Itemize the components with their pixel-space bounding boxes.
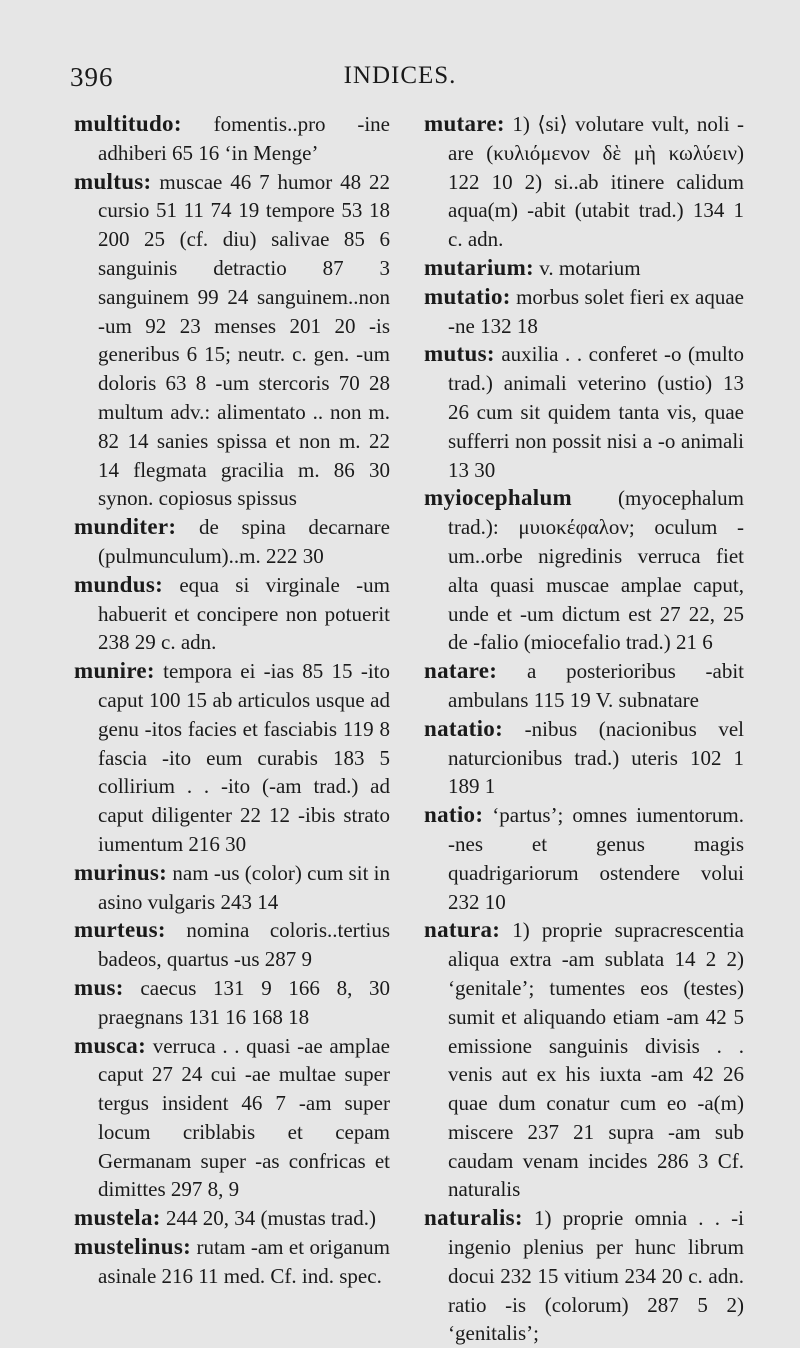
left-column: [74, 110, 390, 1291]
entry-text: 1) proprie supracrescentia aliqua extra -am sublata 14 2 2) ʻgenitaleʼ; tumentes eos (testes) sumit et aliquando etiam -am 42 5 emissione sanguinis divisis . . venis aut ex his iuxta -am 42 26 quae dum conatur cum eo -a(m) miscere 237 21 supra -am sub caudam venam incides 286 3 Cf. naturalis: [448, 918, 744, 1202]
headword: natatio:: [424, 715, 504, 741]
index-entry: [424, 715, 744, 801]
entry-text: auxilia . . conferet -o (multo trad.) animali veterino (ustio) 13 26 cum sit quidem tanta vis, quae sufferri non possit nisi a -o animali 13 30: [448, 342, 744, 482]
entry-text: nam -us (color) cum sit in asino vulgaris 243 14: [98, 860, 390, 914]
headword: mus:: [74, 974, 124, 1000]
entry-text: de spina decarnare (pulmunculum)..m. 222 30: [98, 515, 390, 568]
entry-text: 1) proprie omnia . . -i ingenio plenius per hunc librum docui 232 15 vitium 234 20 c. adn. ratio -is (colorum) 287 5 2) ʻgenitalisʼ;: [448, 1206, 744, 1346]
index-entry: [74, 571, 390, 657]
index-entry: [424, 801, 744, 916]
index-entry: [74, 513, 390, 571]
headword: mustelinus:: [74, 1234, 192, 1260]
headword: murteus:: [74, 917, 166, 943]
page-header: [70, 62, 730, 102]
headword: musca:: [74, 1032, 147, 1058]
headword: naturalis:: [424, 1205, 523, 1231]
headword: mutatio:: [424, 283, 511, 309]
index-entry: [74, 1032, 390, 1205]
index-entry: [424, 254, 744, 283]
headword: multitudo:: [74, 111, 182, 136]
index-entry: [424, 283, 744, 341]
index-entry: [424, 110, 744, 254]
entry-text: nomina coloris..tertius badeos, quartus -us 287 9: [98, 918, 390, 972]
headword: murinus:: [74, 859, 168, 885]
entry-text: verruca . . quasi -ae amplae caput 27 24 cui -ae multae super tergus insident 46 7 -am super locum criblabis et cepam Germanam super -as confricas et dimittes 297 8, 9: [98, 1033, 390, 1202]
headword: mutarium:: [424, 254, 535, 280]
index-entry: [424, 340, 744, 484]
entry-text: muscae 46 7 humor 48 22 cursio 51 11 74 19 tempore 53 18 200 25 (cf. diu) salivae 85 6 sanguinis detractio 87 3 sanguinem 99 24 sanguinem..non -um 92 23 menses 201 20 -is generibus 6 15; neutr. c. gen. -um doloris 63 8 -um stercoris 70 28 multum adv.: alimentato .. non m. 82 14 sanies spissa et non m. 22 14 flegmata gracilia m. 86 30 synon. copiosus spissus: [98, 169, 390, 511]
headword: munditer:: [74, 514, 177, 540]
index-entry: [74, 110, 390, 168]
headword: natare:: [424, 658, 498, 684]
index-entry: [74, 916, 390, 974]
entry-text: fomentis..pro -ine adhiberi 65 16 ʻin Mengeʼ: [98, 112, 390, 165]
entry-text: equa si virginale -um habuerit et concipere non potuerit 238 29 c. adn.: [98, 572, 390, 655]
index-entry: [74, 974, 390, 1032]
headword: myiocephalum: [424, 485, 572, 511]
index-entry: [424, 916, 744, 1204]
headword: natio:: [424, 802, 484, 828]
index-entry: [74, 657, 390, 859]
entry-text: ʻpartusʼ; omnes iumentorum. -nes et genus magis quadrigariorum ostendere volui 232 10: [448, 803, 744, 914]
page-number: 396: [70, 62, 114, 92]
headword: munire:: [74, 658, 155, 684]
entry-text: 244 20, 34 (mustas trad.): [160, 1206, 376, 1231]
entry-text: caecus 131 9 166 8, 30 praegnans 131 16 168 18: [98, 975, 390, 1029]
index-entry: [424, 484, 744, 657]
headword: mustela:: [74, 1205, 161, 1231]
headword: mutare:: [424, 111, 505, 136]
entry-text: morbus solet fieri ex aquae -ne 132 18: [448, 284, 744, 338]
entry-text: -nibus (nacionibus vel naturcionibus trad.) uteris 102 1 189 1: [448, 716, 744, 799]
headword: natura:: [424, 917, 501, 943]
entry-text: (myocephalum trad.): μυιοκέφαλον; oculum -um..orbe nigredinis verruca fiet alta quasi muscae amplae caput, unde et -um dictum est 27 22, 25 de -falio (miocefalio trad.) 21 6: [448, 486, 744, 655]
index-entry: [74, 168, 390, 514]
entry-text: v. motarium: [534, 255, 641, 280]
running-title: INDICES.: [343, 62, 457, 89]
index-entry: [424, 657, 744, 715]
index-entry: [74, 1204, 390, 1233]
entry-text: a posterioribus -abit ambulans 115 19 V. subnatare: [448, 659, 744, 712]
entry-text: rutam -am et origanum asinale 216 11 med. Cf. ind. spec.: [98, 1235, 390, 1288]
index-entry: [74, 1233, 390, 1291]
headword: mundus:: [74, 571, 164, 597]
entry-text: 1) ⟨si⟩ volutare vult, noli -are (κυλιόμενον δὲ μὴ κωλύειν) 122 10 2) si..ab itinere calidum aqua(m) -abit (utabit trad.) 134 1 c. adn.: [448, 112, 744, 252]
entry-text: tempora ei -ias 85 15 -ito caput 100 15 ab articulos usque ad genu -itos facies et fasciabis 119 8 fascia -ito eum curabis 183 5 collirium . . -ito (-am trad.) ad caput diligenter 22 12 -ibis strato iumentum 216 30: [98, 659, 390, 856]
right-column: [424, 110, 744, 1348]
index-entry: [74, 859, 390, 917]
headword: mutus:: [424, 341, 495, 367]
index-entry: [424, 1204, 744, 1348]
headword: multus:: [74, 168, 152, 194]
